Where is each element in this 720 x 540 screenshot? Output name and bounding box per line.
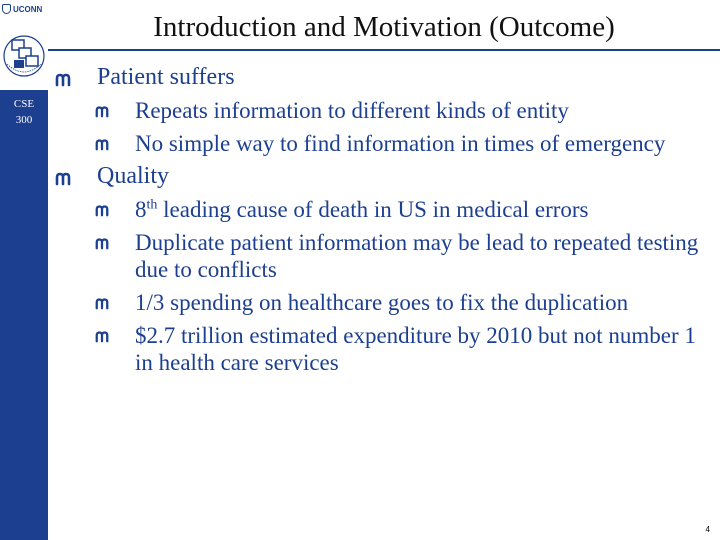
slide-content bbox=[55, 64, 715, 382]
sub-bullet-text: 1/3 spending on healthcare goes to fix the duplication bbox=[135, 290, 629, 315]
logo-box bbox=[0, 0, 48, 90]
bullet-icon bbox=[55, 65, 71, 95]
bullet-quality bbox=[55, 163, 715, 190]
sidebar bbox=[0, 0, 48, 540]
sub-bullet-repeats-information bbox=[95, 97, 715, 124]
sub-bullet-icon bbox=[95, 197, 109, 225]
sub-bullet-expenditure bbox=[95, 322, 715, 376]
sub-bullet-text: leading cause of death in US in medical errors bbox=[157, 197, 589, 222]
sub-bullet-no-simple-way bbox=[95, 130, 715, 157]
university-logo bbox=[2, 2, 52, 16]
sub-bullet-text: Duplicate patient information may be lead to repeated testing due to conflicts bbox=[135, 230, 699, 282]
department-emblem-icon bbox=[3, 18, 45, 86]
sub-bullet-text: Repeats information to different kinds of entity bbox=[135, 98, 569, 123]
page-number: 4 bbox=[705, 525, 710, 534]
bullet-icon bbox=[55, 164, 71, 194]
sub-bullet-icon bbox=[95, 323, 109, 351]
sub-bullet-icon bbox=[95, 230, 109, 258]
sub-bullet-icon bbox=[95, 98, 109, 126]
bullet-text: Quality bbox=[97, 163, 169, 189]
university-seal-icon bbox=[2, 4, 11, 14]
bullet-text: Patient suffers bbox=[97, 64, 235, 90]
sub-bullet-text: No simple way to find information in times of emergency bbox=[135, 131, 666, 156]
title-underline bbox=[48, 49, 720, 51]
course-label bbox=[0, 96, 48, 128]
sub-bullet-leading-cause bbox=[95, 196, 715, 223]
sub-bullet-icon bbox=[95, 131, 109, 159]
slide-title: Introduction and Motivation (Outcome) bbox=[153, 11, 615, 43]
ordinal-suffix: th bbox=[146, 197, 158, 213]
sub-bullet-text: $2.7 trillion estimated expenditure by 2010 but not number 1 in health care services bbox=[135, 323, 696, 375]
course-number: 300 bbox=[15, 114, 33, 126]
sub-bullet-spending bbox=[95, 289, 715, 316]
sub-bullet-duplicate-info bbox=[95, 229, 715, 283]
university-name: UCONN bbox=[13, 4, 43, 14]
course-code: CSE bbox=[13, 98, 35, 110]
sub-bullet-icon bbox=[95, 290, 109, 318]
bullet-patient-suffers bbox=[55, 64, 715, 91]
sub-bullet-number: 8 bbox=[135, 197, 147, 222]
